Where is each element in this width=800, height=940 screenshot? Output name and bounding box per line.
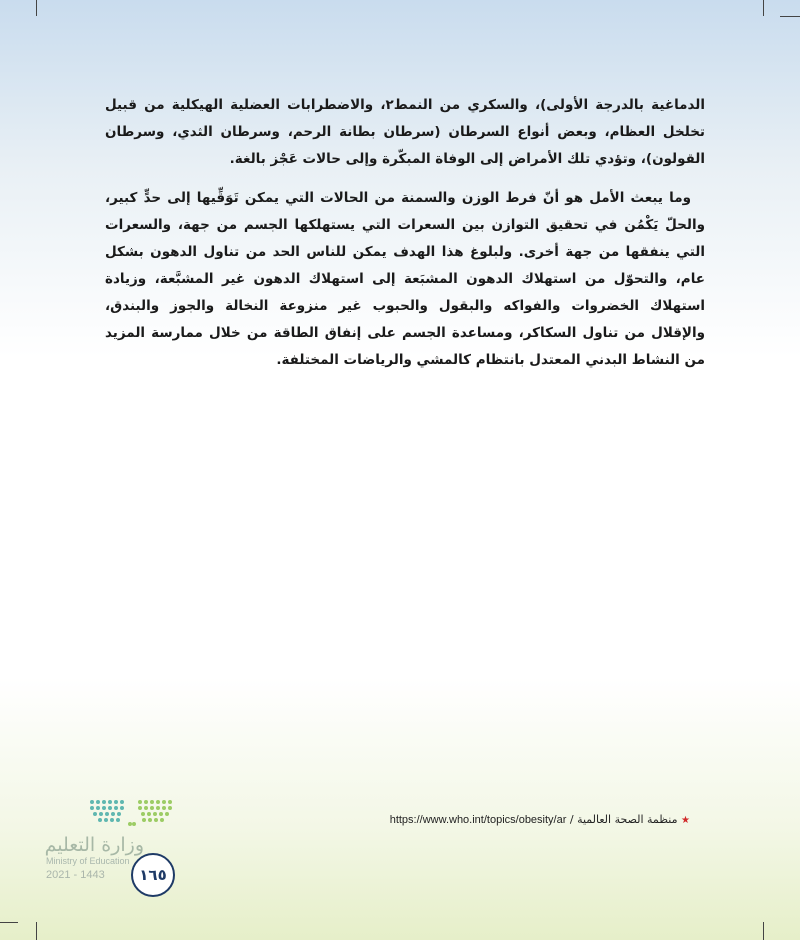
paragraph: الدماغية بالدرجة الأولى)، والسكري من النمط٢، والاضطرابات العضلية الهيكلية من قبيل تخلخل العظام، وبعض أنواع السرطان (سرطان بطانة الرحم، وسرطان الثدي، وسرطان القولون)، وتؤدي تلك الأمراض إلى الوفاة المبكّرة وإلى حالات عَجْز بالغة.: [105, 97, 705, 167]
page-number: ١٦٥: [131, 853, 175, 897]
logo-year: 2021 - 1443: [46, 869, 105, 881]
logo-dots-graphic: [86, 796, 178, 830]
crop-mark-top-right: [763, 0, 764, 16]
footnote-source: منظمة الصحة العالمية /: [569, 813, 678, 826]
main-text: [105, 92, 705, 386]
crop-mark-bottom-left-h: [0, 922, 18, 923]
footnote-link[interactable]: https://www.who.int/topics/obesity/ar: [389, 814, 567, 826]
crop-mark-bottom-right: [763, 922, 764, 940]
crop-mark-bottom-left: [36, 922, 37, 940]
star-icon: ★: [681, 815, 690, 826]
logo-arabic-name: وزارة التعليم: [44, 834, 144, 856]
footnote: [380, 813, 690, 826]
logo-english-name: Ministry of Education: [46, 856, 130, 866]
crop-mark-top-right-h: [780, 16, 800, 17]
paragraph: وما يبعث الأمل هو أنّ فرط الوزن والسمنة من الحالات التي يمكن تَوَقِّيها إلى حدٍّ كبير، والحلّ يَكْمُن في تحقيق التوازن بين السعرات التي يستهلكها الجسم من جهة، والسعرات التي ينفقها من جهة أخرى. ولبلوغ هذا الهدف يمكن للناس الحد من تناول الدهون بشكل عام، والتحوّل من استهلاك الدهون المشبَعة إلى استهلاك الدهون غير المشبَّعة، وزيادة استهلاك الخضروات والفواكه والبقول والحبوب غير منزوعة النخالة والجوز والبندق، والإقلال من تناول السكاكر، ومساعدة الجسم على إنفاق الطاقة من خلال ممارسة المزيد من النشاط البدني المعتدل بانتظام كالمشي والرياضات المختلفة.: [105, 190, 705, 368]
crop-mark-top-left: [36, 0, 37, 16]
